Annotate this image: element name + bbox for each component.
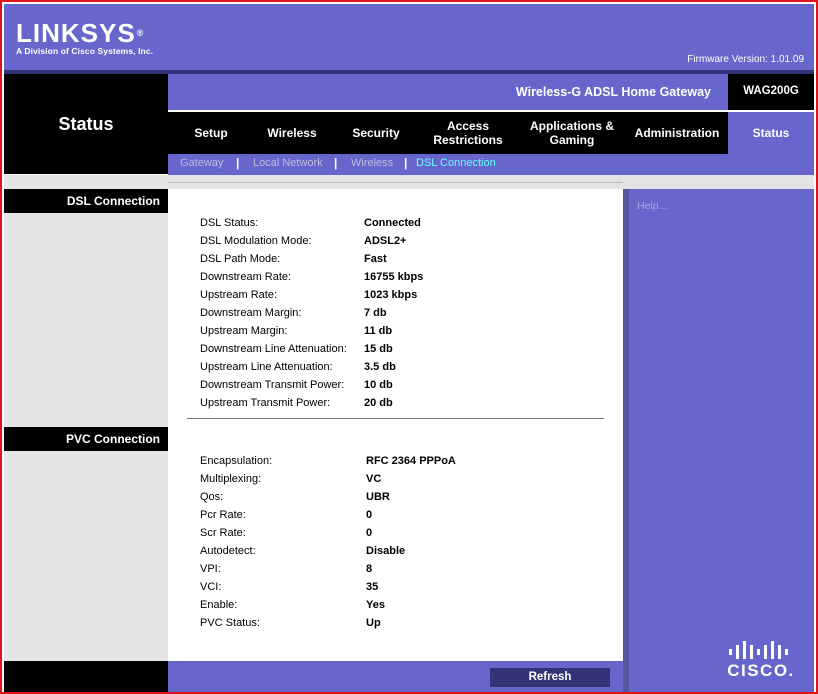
row-value: UBR bbox=[366, 491, 390, 503]
main-nav bbox=[168, 112, 814, 154]
tab-wireless[interactable]: Wireless bbox=[267, 126, 317, 140]
row-label: Upstream Transmit Power: bbox=[200, 397, 331, 409]
cisco-bars-icon bbox=[721, 635, 801, 661]
row-label: VCI: bbox=[200, 581, 222, 593]
row-label: Downstream Margin: bbox=[200, 307, 302, 319]
row-label: Pcr Rate: bbox=[200, 509, 246, 521]
row-value: 16755 kbps bbox=[364, 271, 424, 283]
tab-access-restrictions[interactable]: Access Restrictions bbox=[433, 119, 503, 147]
sidebar-footer bbox=[4, 661, 168, 692]
row-value: 8 bbox=[366, 563, 373, 575]
subnav-separator: | bbox=[236, 156, 240, 170]
row-label: VPI: bbox=[200, 563, 221, 575]
row-value: Fast bbox=[364, 253, 387, 265]
firmware-version: Firmware Version: 1.01.09 bbox=[687, 54, 804, 65]
divider-line bbox=[168, 182, 623, 183]
cisco-logo bbox=[721, 635, 801, 685]
help-panel bbox=[623, 189, 814, 692]
row-value: Connected bbox=[364, 217, 421, 229]
row-label: Enable: bbox=[200, 599, 238, 611]
tab-security[interactable]: Security bbox=[352, 126, 400, 140]
row-value: 0 bbox=[366, 509, 373, 521]
subnav-separator: | bbox=[334, 156, 338, 170]
row-label: Upstream Rate: bbox=[200, 289, 278, 301]
product-bar bbox=[168, 74, 728, 110]
subtab-local-network[interactable]: Local Network bbox=[253, 157, 323, 169]
row-label: DSL Modulation Mode: bbox=[200, 235, 312, 247]
tab-applications-gaming[interactable]: Applications & Gaming bbox=[529, 119, 614, 147]
section-divider bbox=[187, 418, 604, 419]
row-label: Scr Rate: bbox=[200, 527, 246, 539]
cisco-wordmark: CISCO. bbox=[727, 661, 795, 680]
model-box bbox=[728, 74, 814, 110]
row-value: 3.5 db bbox=[364, 361, 396, 373]
help-panel-shadow bbox=[623, 189, 629, 692]
row-value: RFC 2364 PPPoA bbox=[366, 455, 456, 467]
row-label: Autodetect: bbox=[200, 545, 256, 557]
row-value: Up bbox=[366, 617, 381, 629]
row-label: Upstream Margin: bbox=[200, 325, 288, 337]
row-value: 1023 kbps bbox=[364, 289, 418, 301]
logo-registered-mark: ® bbox=[136, 28, 145, 38]
logo-text: LINKSYS bbox=[16, 18, 136, 48]
sub-nav bbox=[168, 154, 814, 175]
tab-status[interactable]: Status bbox=[728, 112, 814, 154]
row-value: Disable bbox=[366, 545, 406, 557]
row-value: 35 bbox=[366, 581, 379, 593]
row-value: Yes bbox=[366, 599, 385, 611]
row-label: Downstream Line Attenuation: bbox=[200, 343, 347, 355]
row-value: ADSL2+ bbox=[364, 235, 407, 247]
row-value: 15 db bbox=[364, 343, 393, 355]
row-label: PVC Status: bbox=[200, 617, 260, 629]
row-label: DSL Status: bbox=[200, 217, 259, 229]
subtab-wireless[interactable]: Wireless bbox=[351, 157, 394, 169]
tab-administration[interactable]: Administration bbox=[634, 126, 720, 140]
action-bar bbox=[168, 661, 623, 692]
help-link[interactable]: Help... bbox=[637, 200, 668, 212]
row-label: Encapsulation: bbox=[200, 455, 273, 467]
row-value: 20 db bbox=[364, 397, 393, 409]
linksys-logo bbox=[16, 20, 153, 56]
section-label-pvc: PVC Connection bbox=[4, 427, 168, 451]
logo-subtitle: A Division of Cisco Systems, Inc. bbox=[16, 46, 154, 56]
row-value: 0 bbox=[366, 527, 373, 539]
row-label: Multiplexing: bbox=[200, 473, 262, 485]
page-title: Status bbox=[58, 114, 114, 134]
subtab-gateway[interactable]: Gateway bbox=[180, 157, 224, 169]
header-band bbox=[4, 4, 814, 70]
section-label-dsl: DSL Connection bbox=[4, 189, 168, 213]
subtab-dsl-connection[interactable]: DSL Connection bbox=[416, 157, 496, 169]
row-label: Qos: bbox=[200, 491, 224, 503]
section-sidebar bbox=[4, 189, 168, 661]
row-value: 10 db bbox=[364, 379, 393, 391]
row-label: Downstream Rate: bbox=[200, 271, 292, 283]
row-label: DSL Path Mode: bbox=[200, 253, 281, 265]
refresh-button[interactable]: Refresh bbox=[490, 668, 610, 687]
row-label: Upstream Line Attenuation: bbox=[200, 361, 333, 373]
tab-setup[interactable]: Setup bbox=[194, 126, 228, 140]
row-value: 11 db bbox=[364, 325, 393, 337]
model-name: WAG200G bbox=[743, 85, 799, 97]
row-value: 7 db bbox=[364, 307, 387, 319]
row-label: Downstream Transmit Power: bbox=[200, 379, 345, 391]
row-value: VC bbox=[366, 473, 382, 485]
status-content bbox=[168, 189, 623, 661]
product-name: Wireless-G ADSL Home Gateway bbox=[515, 85, 711, 99]
page-title-block bbox=[4, 74, 168, 174]
subnav-separator: | bbox=[404, 156, 408, 170]
